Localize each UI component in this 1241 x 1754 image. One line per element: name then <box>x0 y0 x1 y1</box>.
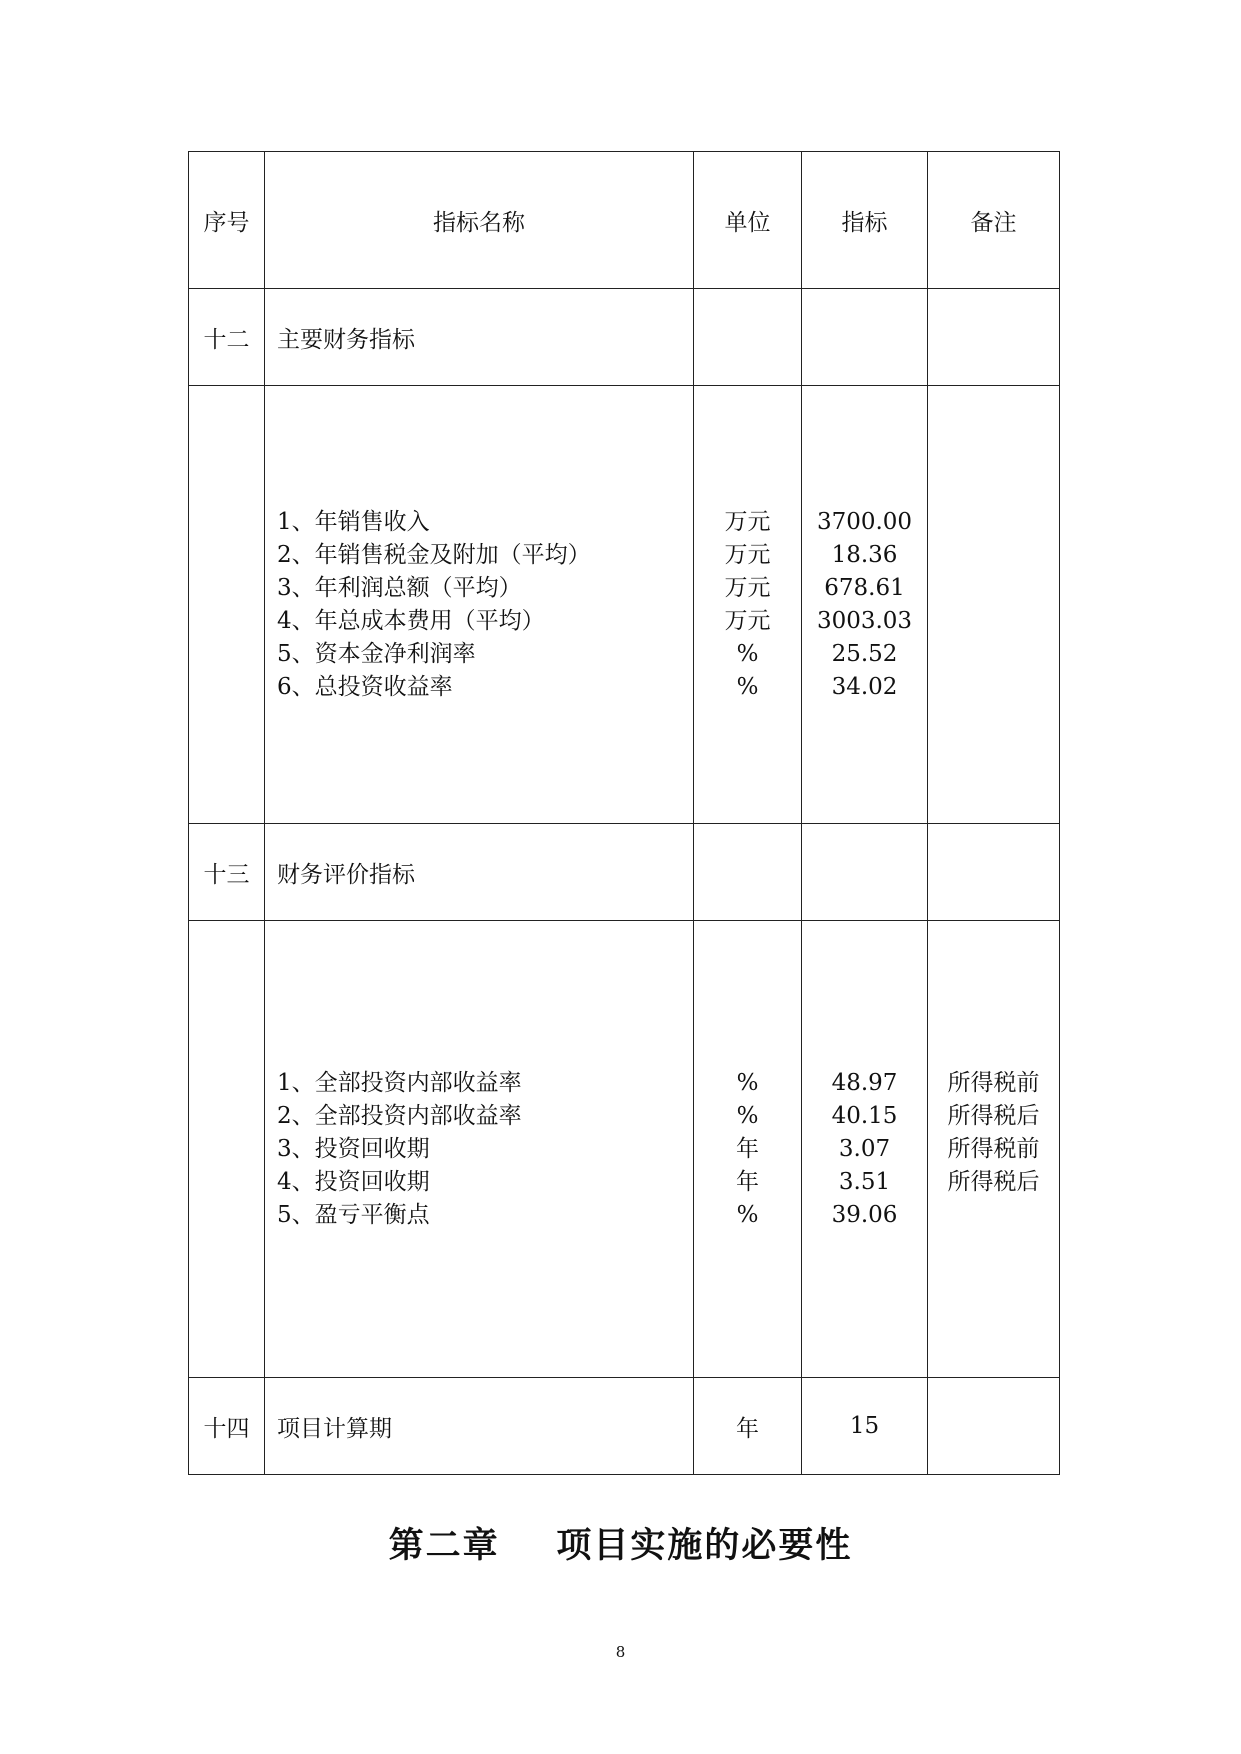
section-13-items-row <box>189 921 1060 1378</box>
list-item-unit: 万元 <box>724 607 771 634</box>
section-13-seq: 十三 <box>189 824 265 921</box>
list-item-note: 所得税前 <box>947 1135 1040 1162</box>
section-14-seq: 十四 <box>189 1378 265 1475</box>
chapter-title: 第二章 项目实施的必要性 <box>388 1526 853 1566</box>
section-13-unit <box>694 824 802 921</box>
financial-indicators-table <box>188 151 1060 1475</box>
header-value: 指标 <box>802 152 928 289</box>
section-13-items-seq <box>189 921 265 1378</box>
section-12-title: 主要财务指标 <box>265 289 694 386</box>
section-12-items-seq <box>189 386 265 824</box>
list-item-value: 34.02 <box>831 673 898 700</box>
list-item-name: 3、年利润总额（平均） <box>277 574 522 601</box>
list-item-value: 40.15 <box>831 1102 898 1129</box>
header-name: 指标名称 <box>265 152 694 289</box>
table-header-row <box>189 152 1060 289</box>
list-item-name: 2、全部投资内部收益率 <box>277 1102 522 1129</box>
section-13-title: 财务评价指标 <box>265 824 694 921</box>
section-12-items-row <box>189 386 1060 824</box>
list-item-unit: % <box>736 673 759 700</box>
section-14-note <box>928 1378 1060 1475</box>
page-number: 8 <box>615 1643 626 1661</box>
list-item-value: 678.61 <box>824 574 905 601</box>
list-item-name: 6、总投资收益率 <box>277 673 453 700</box>
list-item-value: 3700.00 <box>816 508 913 535</box>
list-item-unit: 年 <box>736 1168 759 1195</box>
list-item-note <box>928 1199 1059 1232</box>
list-item-value: 25.52 <box>831 640 898 667</box>
section-12-items-values <box>802 386 928 824</box>
section-14-title: 项目计算期 <box>265 1378 694 1475</box>
list-item-unit: % <box>736 1102 759 1129</box>
list-item-note: 所得税前 <box>947 1069 1040 1096</box>
list-item-unit: 万元 <box>724 541 771 568</box>
list-item-name: 5、盈亏平衡点 <box>277 1201 430 1228</box>
section-row-13 <box>189 824 1060 921</box>
list-item-unit: 年 <box>736 1135 759 1162</box>
header-unit: 单位 <box>694 152 802 289</box>
section-14-value: 15 <box>802 1378 928 1475</box>
list-item-name: 2、年销售税金及附加（平均） <box>277 541 591 568</box>
section-12-seq: 十二 <box>189 289 265 386</box>
list-item-unit: 万元 <box>724 574 771 601</box>
section-13-note <box>928 824 1060 921</box>
section-14-unit: 年 <box>694 1378 802 1475</box>
section-12-unit <box>694 289 802 386</box>
section-12-items-notes <box>928 386 1060 824</box>
section-row-14 <box>189 1378 1060 1475</box>
list-item-value: 3.07 <box>838 1135 891 1162</box>
list-item-value: 3.51 <box>838 1168 891 1195</box>
section-12-items-units <box>694 386 802 824</box>
list-item-name: 4、投资回收期 <box>277 1168 430 1195</box>
list-item-unit: 万元 <box>724 508 771 535</box>
list-item-unit: % <box>736 1069 759 1096</box>
list-item-name: 1、年销售收入 <box>277 508 430 535</box>
list-item-value: 18.36 <box>831 541 898 568</box>
section-12-items-names <box>265 386 694 824</box>
list-item-note: 所得税后 <box>947 1102 1040 1129</box>
list-item-name: 3、投资回收期 <box>277 1135 430 1162</box>
list-item-value: 48.97 <box>831 1069 898 1096</box>
list-item-name: 4、年总成本费用（平均） <box>277 607 545 634</box>
header-seq: 序号 <box>189 152 265 289</box>
list-item-unit: % <box>736 640 759 667</box>
list-item-name: 5、资本金净利润率 <box>277 640 476 667</box>
list-item-unit: % <box>736 1201 759 1228</box>
section-13-items-units <box>694 921 802 1378</box>
list-item-note: 所得税后 <box>947 1168 1040 1195</box>
list-item-value: 39.06 <box>831 1201 898 1228</box>
section-12-value <box>802 289 928 386</box>
section-13-value <box>802 824 928 921</box>
section-13-items-notes <box>928 921 1060 1378</box>
list-item-value: 3003.03 <box>816 607 913 634</box>
header-note: 备注 <box>928 152 1060 289</box>
section-row-12 <box>189 289 1060 386</box>
section-13-items-names <box>265 921 694 1378</box>
section-13-items-values <box>802 921 928 1378</box>
list-item-name: 1、全部投资内部收益率 <box>277 1069 522 1096</box>
section-12-note <box>928 289 1060 386</box>
